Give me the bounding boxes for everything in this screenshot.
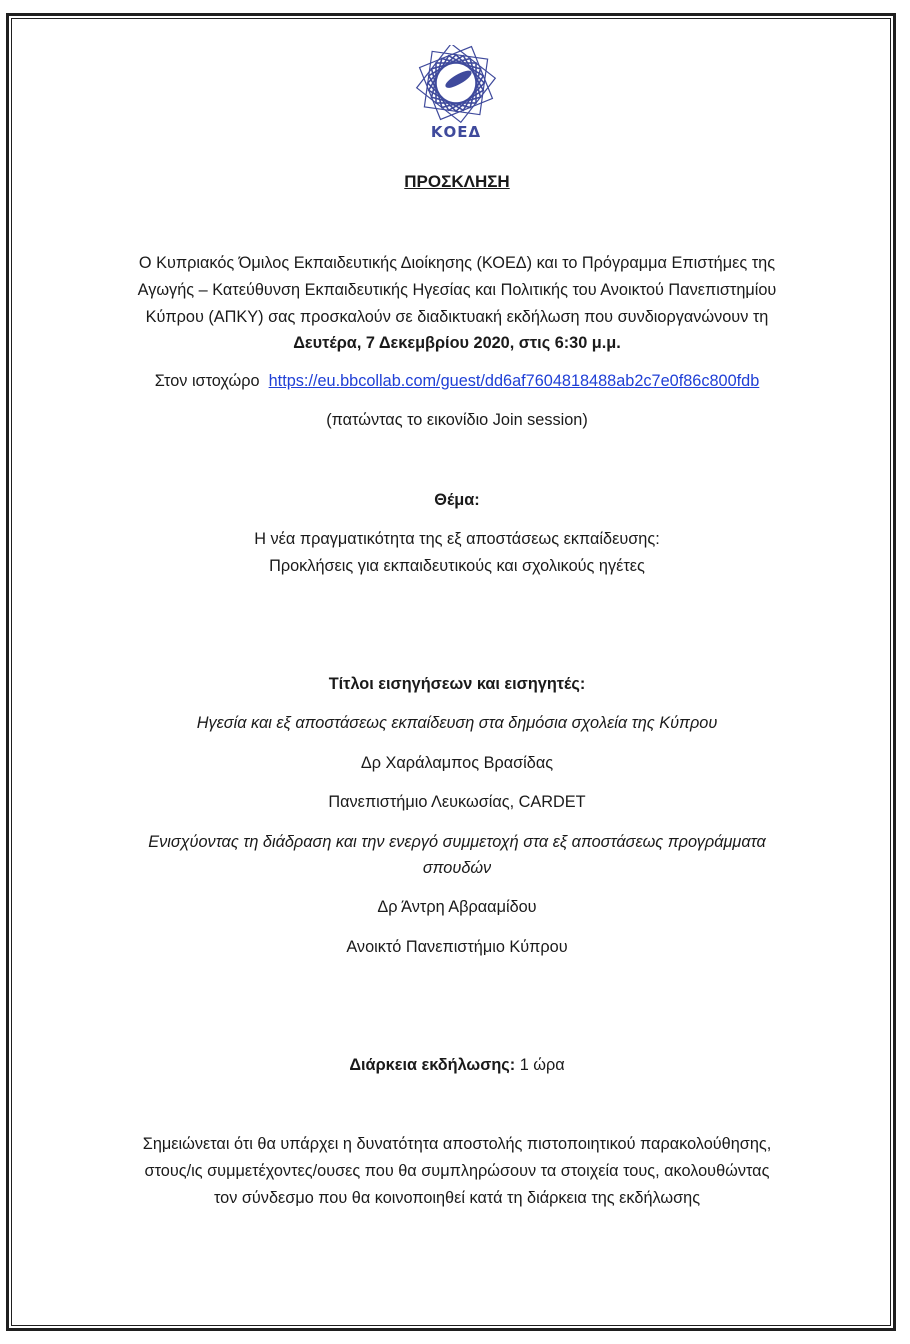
invitation-heading: ΠΡΟΣΚΛΗΣΗ xyxy=(404,172,510,191)
talk-1-affiliation: Πανεπιστήμιο Λευκωσίας, CARDET xyxy=(328,793,586,811)
logo-text: ΚΟΕΔ xyxy=(430,123,482,141)
intro-line-1: Ο Κυπριακός Όμιλος Εκπαιδευτικής Διοίκησης (ΚΟΕΔ) και το Πρόγραμμα Επιστήμες της xyxy=(138,254,776,272)
page-border-inner xyxy=(11,18,891,1326)
duration-label: Διάρκεια εκδήλωσης: xyxy=(349,1056,516,1074)
topic-line-1: Η νέα πραγματικότητα της εξ αποστάσεως εκπαίδευσης: xyxy=(254,530,660,548)
venue-label: Στον ιστοχώρο xyxy=(154,372,260,390)
intro-line-3: Κύπρου (ΑΠΚΥ) σας προσκαλούν σε διαδικτυακή εκδήλωση που συνδιοργανώνουν τη xyxy=(145,308,769,326)
talk-1-title: Ηγεσία και εξ αποστάσεως εκπαίδευση στα δημόσια σχολεία της Κύπρου xyxy=(196,714,718,732)
topic-label: Θέμα: xyxy=(434,491,480,509)
venue-line xyxy=(60,371,854,391)
footer-line-3: τον σύνδεσμο που θα κοινοποιηθεί κατά τη διάρκεια της εκδήλωσης xyxy=(213,1189,701,1207)
event-date: Δευτέρα, 7 Δεκεμβρίου 2020, στις 6:30 μ.μ. xyxy=(293,334,621,352)
talks-label: Τίτλοι εισηγήσεων και εισηγητές: xyxy=(328,675,586,693)
venue-note: (πατώντας το εικονίδιο Join session) xyxy=(326,411,588,429)
footer-line-1: Σημειώνεται ότι θα υπάρχει η δυνατότητα αποστολής πιστοποιητικού παρακολούθησης, xyxy=(142,1135,772,1153)
talk-2-title-line-1: Ενισχύοντας τη διάδραση και την ενεργό συμμετοχή στα εξ αποστάσεως προγράμματα xyxy=(148,833,766,851)
duration-line xyxy=(60,1055,854,1075)
session-link[interactable]: https://eu.bbcollab.com/guest/dd6af7604818488ab2c7e0f86c800fdb xyxy=(268,372,760,390)
koed-logo xyxy=(413,45,499,153)
talk-2-speaker: Δρ Άντρη Αβρααμίδου xyxy=(377,898,537,916)
talk-1-speaker: Δρ Χαράλαμπος Βρασίδας xyxy=(360,754,554,772)
talk-2-title-line-2: σπουδών xyxy=(422,859,492,877)
topic-line-2: Προκλήσεις για εκπαιδευτικούς και σχολικούς ηγέτες xyxy=(269,557,645,575)
duration-value: 1 ώρα xyxy=(519,1056,565,1074)
footer-line-2: στους/ις συμμετέχοντες/ουσες που θα συμπληρώσουν τα στοιχεία τους, ακολουθώντας xyxy=(144,1162,770,1180)
intro-line-2: Αγωγής – Κατεύθυνση Εκπαιδευτικής Ηγεσίας και Πολιτικής του Ανοικτού Πανεπιστημίου xyxy=(137,281,777,299)
talk-2-affiliation: Ανοικτό Πανεπιστήμιο Κύπρου xyxy=(346,938,568,956)
koed-emblem-icon xyxy=(413,45,499,125)
